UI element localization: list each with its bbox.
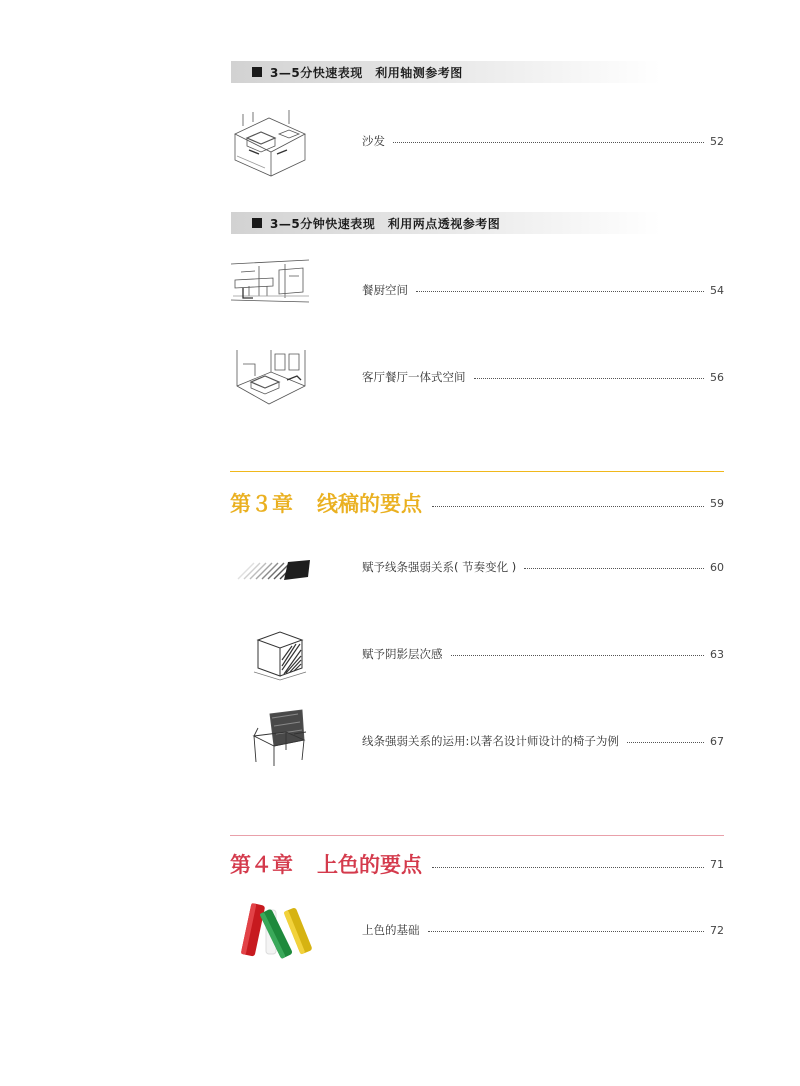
page-number: 67 [710,734,724,748]
page-number: 72 [710,923,724,937]
leader-dots [428,931,705,932]
chapter-number: 第４章 [230,853,293,877]
page-number: 56 [710,370,724,384]
section-header [231,212,661,234]
page-number: 60 [710,560,724,574]
square-bullet-icon [252,218,262,228]
isometric-sofa-sketch-icon [229,104,311,178]
entry-label: 赋予线条强弱关系( 节奏变化 ) [362,560,517,574]
living-dining-sketch-icon [229,346,311,408]
chapter-title: 线稿的要点 [317,492,422,516]
chapter-divider [230,471,724,472]
leader-dots [416,291,704,292]
leader-dots [474,378,705,379]
entry-label: 客厅餐厅一体式空间 [362,370,466,384]
toc-entry[interactable] [362,131,724,151]
leader-dots [451,655,705,656]
leader-dots [524,568,704,569]
page-number: 54 [710,283,724,297]
square-bullet-icon [252,67,262,77]
chair-sketch-icon [248,706,310,768]
page-number: 59 [710,496,724,510]
chapter-title: 上色的要点 [317,853,422,877]
toc-entry[interactable] [362,280,724,300]
toc-entry[interactable] [362,731,724,751]
chapter-divider [230,835,724,836]
section-header [231,61,661,83]
kitchen-perspective-sketch-icon [229,256,311,306]
chapter-number: 第３章 [230,492,293,516]
toc-entry[interactable] [362,557,724,577]
section-title: 3—5分钟快速表现 利用两点透视参考图 [270,216,501,231]
page-number: 52 [710,134,724,148]
page-number: 71 [710,857,724,871]
entry-label: 上色的基础 [362,923,420,937]
page-number: 63 [710,647,724,661]
section-title: 3—5分快速表现 利用轴测参考图 [270,65,463,80]
leader-dots [432,867,704,868]
toc-entry[interactable] [362,367,724,387]
chapter-heading[interactable] [230,488,724,518]
line-hatching-sketch-icon [232,555,312,587]
entry-label: 赋予阴影层次感 [362,647,443,661]
leader-dots [393,142,704,143]
toc-entry[interactable] [362,920,724,940]
color-markers-icon [236,898,320,962]
leader-dots [432,506,704,507]
leader-dots [627,742,704,743]
entry-label: 线条强弱关系的运用:以著名设计师设计的椅子为例 [362,734,619,748]
chapter-heading[interactable] [230,849,724,879]
entry-label: 沙发 [362,134,385,148]
entry-label: 餐厨空间 [362,283,408,297]
toc-entry[interactable] [362,644,724,664]
shaded-cube-sketch-icon [250,626,308,682]
